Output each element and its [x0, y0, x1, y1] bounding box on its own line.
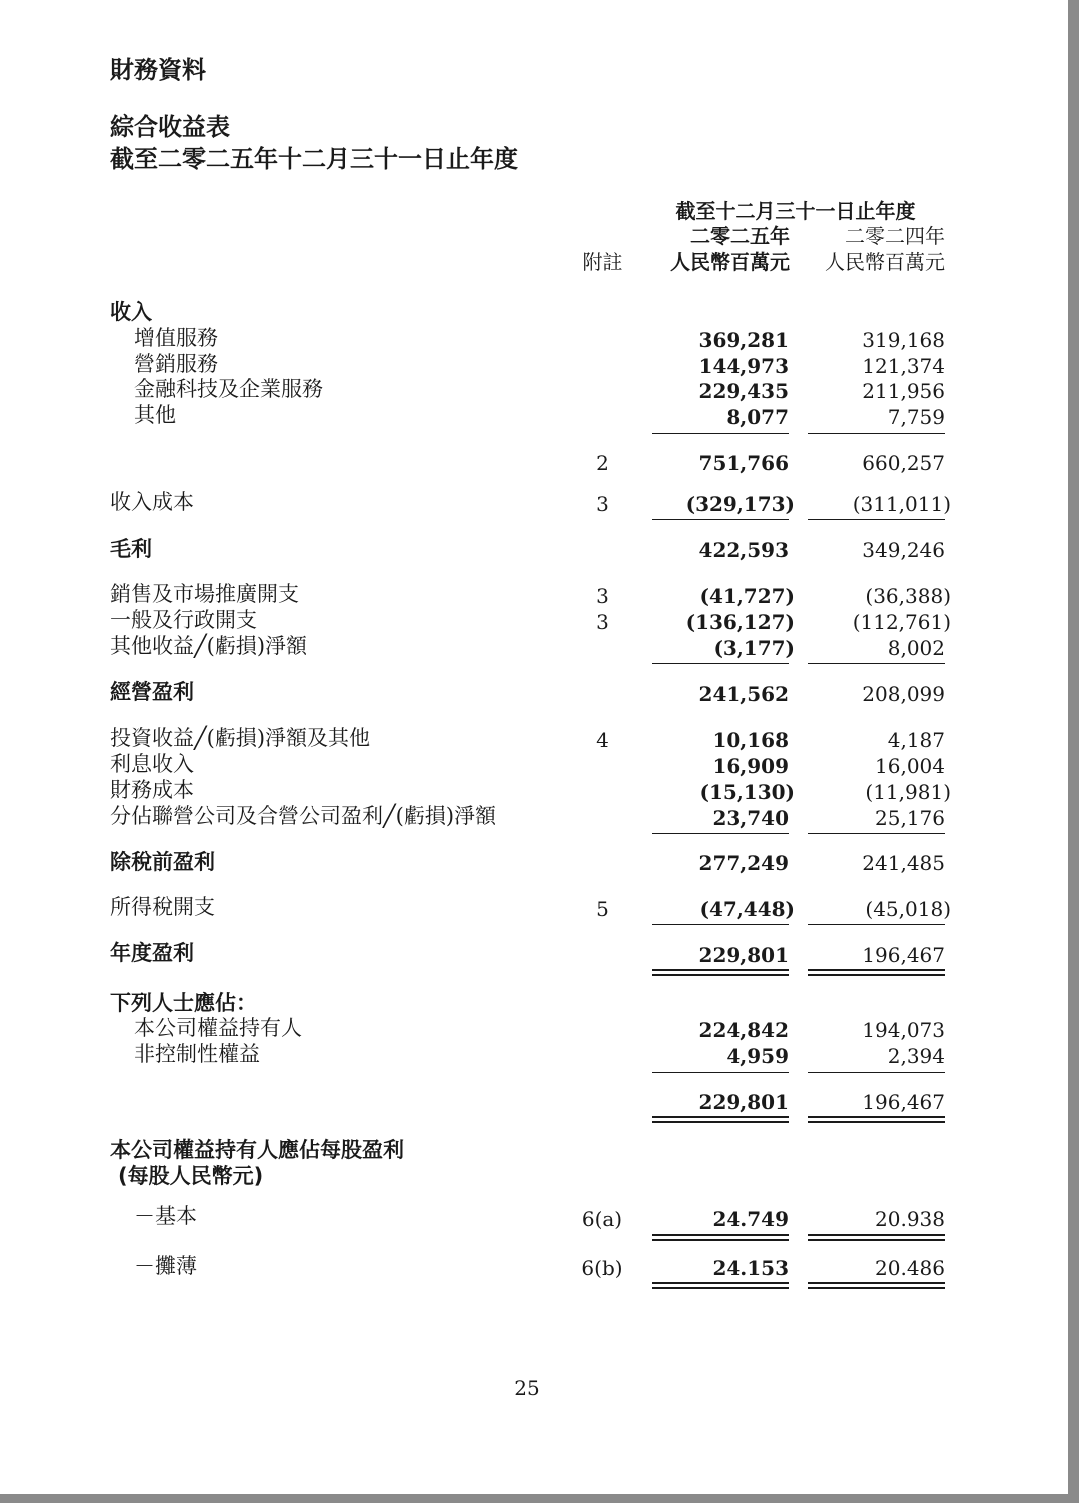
header-year-2024: 二零二四年 — [845, 224, 945, 248]
total-double-rule — [808, 1239, 945, 1241]
row-label: 其他 — [134, 403, 176, 427]
value-2025: 4,959 — [726, 1044, 789, 1068]
value-2025: 144,973 — [698, 354, 789, 378]
total-double-rule — [808, 1234, 945, 1236]
value-2025: 16,909 — [712, 754, 789, 778]
subtotal-rule — [808, 924, 945, 925]
value-2025: (47,448) — [699, 897, 795, 921]
row-label: 營銷服務 — [134, 352, 218, 376]
total-double-rule — [652, 1287, 789, 1289]
revenue-heading: 收入 — [110, 300, 152, 324]
value-2024: 241,485 — [862, 851, 945, 875]
value-2025: 24.749 — [712, 1207, 789, 1231]
note-ref: 6(b) — [581, 1256, 623, 1280]
row-label: 增值服務 — [134, 326, 218, 350]
row-label: 利息收入 — [110, 752, 194, 776]
value-2024: (36,388) — [865, 584, 951, 608]
total-double-rule — [652, 1282, 789, 1284]
value-2024: 660,257 — [862, 451, 945, 475]
value-2025: (15,130) — [699, 780, 795, 804]
value-2025: 24.153 — [712, 1256, 789, 1280]
value-2025: 224,842 — [698, 1018, 789, 1042]
note-ref: 6(a) — [581, 1207, 623, 1231]
row-label: 銷售及市場推廣開支 — [110, 582, 299, 606]
value-2025: 229,801 — [698, 943, 789, 967]
value-2025: 229,435 — [698, 379, 789, 403]
subtotal-rule — [652, 519, 789, 520]
row-label: 年度盈利 — [110, 941, 194, 965]
value-2025: 241,562 — [698, 682, 789, 706]
value-2024: 194,073 — [862, 1018, 945, 1042]
value-2025: 422,593 — [698, 538, 789, 562]
total-double-rule — [652, 1116, 789, 1118]
value-2025: (136,127) — [685, 610, 795, 634]
value-2025: 8,077 — [726, 405, 789, 429]
page-number: 25 — [514, 1376, 540, 1400]
subtotal-rule — [652, 1072, 789, 1073]
total-double-rule — [652, 969, 789, 971]
value-2025: 23,740 — [712, 806, 789, 830]
row-label: 財務成本 — [110, 778, 194, 802]
value-2024: 121,374 — [862, 354, 945, 378]
value-2025: 10,168 — [712, 728, 789, 752]
value-2025: 229,801 — [698, 1090, 789, 1114]
statement-title: 綜合收益表 — [110, 113, 230, 141]
note-ref: 3 — [596, 610, 609, 634]
subtotal-rule — [652, 833, 789, 834]
attributable-heading: 下列人士應佔： — [110, 991, 257, 1015]
value-2024: 16,004 — [875, 754, 945, 778]
value-2024: 196,467 — [862, 1090, 945, 1114]
value-2024: 4,187 — [887, 728, 945, 752]
row-label: 其他收益╱(虧損)淨額 — [110, 634, 308, 658]
row-label: 收入成本 — [110, 490, 194, 514]
value-2025: 277,249 — [698, 851, 789, 875]
value-2024: 25,176 — [875, 806, 945, 830]
section-title: 財務資料 — [110, 56, 206, 84]
total-double-rule — [808, 1121, 945, 1123]
header-unit-2024: 人民幣百萬元 — [825, 250, 945, 274]
value-2024: 7,759 — [887, 405, 945, 429]
header-year-2025: 二零二五年 — [690, 224, 790, 248]
row-label: －基本 — [134, 1204, 197, 1228]
value-2024: 196,467 — [862, 943, 945, 967]
note-ref: 3 — [596, 492, 609, 516]
value-2024: 349,246 — [862, 538, 945, 562]
note-ref: 4 — [596, 728, 609, 752]
subtotal-rule — [808, 519, 945, 520]
total-double-rule — [808, 969, 945, 971]
subtotal-rule — [808, 833, 945, 834]
row-label: 一般及行政開支 — [110, 608, 257, 632]
total-double-rule — [652, 1121, 789, 1123]
value-2025: 369,281 — [698, 328, 789, 352]
value-2024: (11,981) — [865, 780, 951, 804]
value-2024: (112,761) — [852, 610, 951, 634]
row-label: 經營盈利 — [110, 680, 194, 704]
header-period: 截至十二月三十一日止年度 — [675, 199, 916, 223]
page-frame-right — [1068, 0, 1079, 1503]
value-2025: (41,727) — [699, 584, 795, 608]
header-note-label: 附註 — [582, 250, 623, 274]
header-unit-2025: 人民幣百萬元 — [670, 250, 790, 274]
value-2025: (3,177) — [713, 636, 795, 660]
total-double-rule — [652, 1234, 789, 1236]
eps-subheading: (每股人民幣元) — [118, 1164, 264, 1188]
subtotal-rule — [808, 663, 945, 664]
eps-heading: 本公司權益持有人應佔每股盈利 — [110, 1138, 404, 1162]
note-ref: 3 — [596, 584, 609, 608]
value-2024: 211,956 — [862, 379, 945, 403]
value-2024: 8,002 — [887, 636, 945, 660]
value-2024: 20.486 — [875, 1256, 945, 1280]
period-title: 截至二零二五年十二月三十一日止年度 — [110, 145, 518, 173]
value-2024: 2,394 — [887, 1044, 945, 1068]
subtotal-rule — [808, 433, 945, 434]
value-2024: 208,099 — [862, 682, 945, 706]
row-label: 本公司權益持有人 — [134, 1016, 302, 1040]
row-label: 金融科技及企業服務 — [134, 377, 323, 401]
row-label: 所得稅開支 — [110, 895, 215, 919]
row-label: 投資收益╱(虧損)淨額及其他 — [110, 726, 371, 750]
row-label: 非控制性權益 — [134, 1042, 260, 1066]
row-label: 毛利 — [110, 537, 152, 561]
total-double-rule — [808, 1116, 945, 1118]
total-double-rule — [652, 974, 789, 976]
value-2024: 20.938 — [875, 1207, 945, 1231]
row-label: 分佔聯營公司及合營公司盈利╱(虧損)淨額 — [110, 804, 497, 828]
note-ref: 2 — [596, 451, 609, 475]
value-2024: (311,011) — [852, 492, 951, 516]
total-double-rule — [652, 1239, 789, 1241]
total-double-rule — [808, 1287, 945, 1289]
page-frame-bottom — [0, 1494, 1079, 1503]
value-2025: 751,766 — [698, 451, 789, 475]
row-label: 除稅前盈利 — [110, 850, 215, 874]
value-2025: (329,173) — [685, 492, 795, 516]
total-double-rule — [808, 1282, 945, 1284]
value-2024: 319,168 — [862, 328, 945, 352]
value-2024: (45,018) — [865, 897, 951, 921]
row-label: －攤薄 — [134, 1254, 197, 1278]
total-double-rule — [808, 974, 945, 976]
subtotal-rule — [652, 433, 789, 434]
subtotal-rule — [652, 924, 789, 925]
subtotal-rule — [808, 1072, 945, 1073]
subtotal-rule — [652, 663, 789, 664]
note-ref: 5 — [596, 897, 609, 921]
